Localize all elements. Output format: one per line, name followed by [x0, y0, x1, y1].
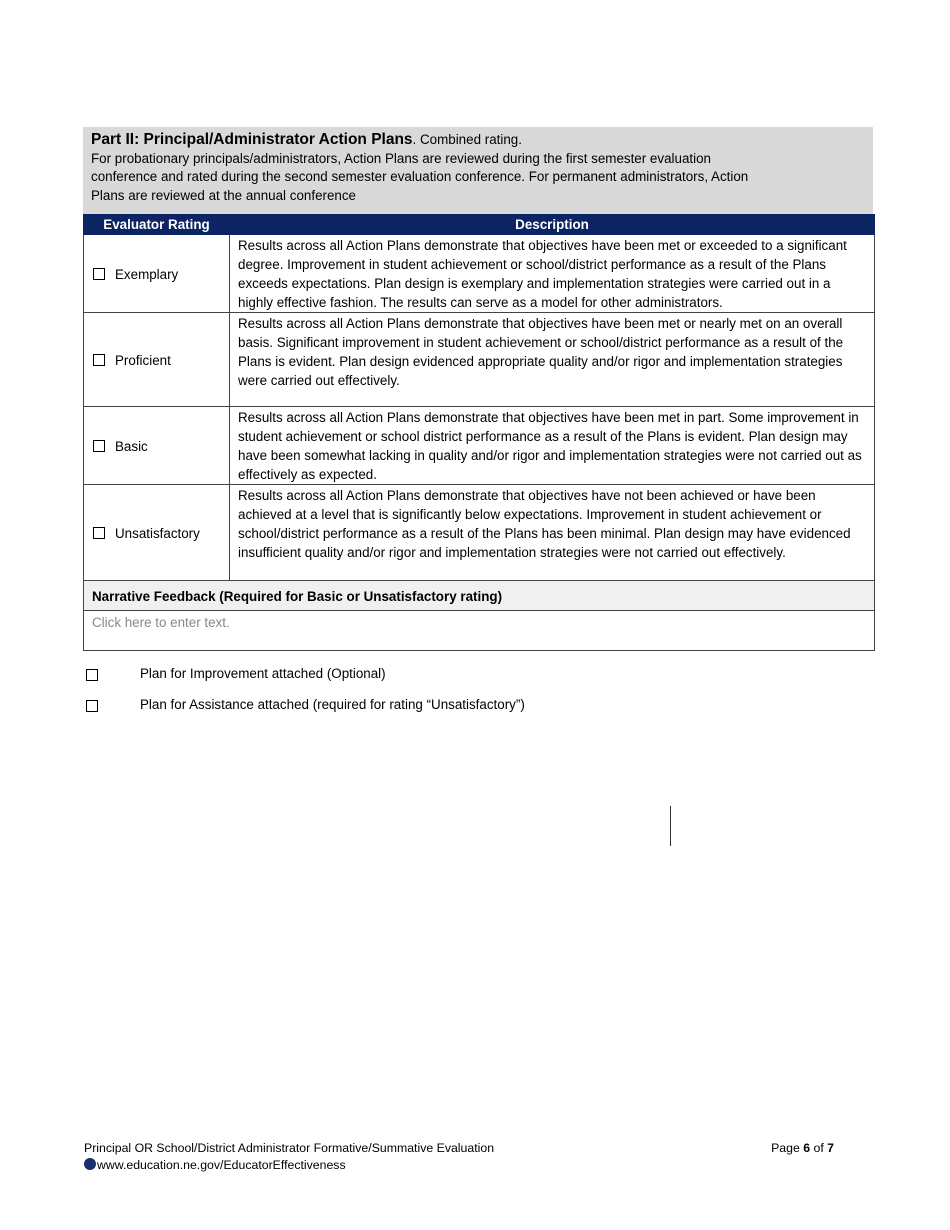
- narrative-input-row: [84, 611, 875, 651]
- rating-option[interactable]: [84, 407, 230, 485]
- basic-checkbox[interactable]: [93, 440, 105, 452]
- part-title: Part II: Principal/Administrator Action Plans: [91, 131, 413, 148]
- rating-table: [83, 214, 875, 651]
- improvement-plan-option[interactable]: [86, 666, 386, 683]
- assistance-plan-label: Plan for Assistance attached (required for rating “Unsatisfactory”): [140, 697, 525, 712]
- rating-label: Basic: [115, 438, 148, 454]
- improvement-plan-label: Plan for Improvement attached (Optional): [140, 666, 386, 681]
- part-description-line: For probationary principals/administrators, Action Plans are reviewed during the first semester evaluation: [91, 150, 711, 166]
- footer-url-line: [84, 1157, 834, 1174]
- rating-row-unsatisfactory: [84, 485, 875, 581]
- page-current: 6: [803, 1141, 811, 1155]
- part-subtitle: . Combined rating.: [412, 132, 522, 147]
- text-cursor: [670, 806, 671, 846]
- column-header-description: Description: [230, 215, 875, 235]
- page-number: [771, 1140, 834, 1157]
- proficient-checkbox[interactable]: [93, 354, 105, 366]
- part-header: [83, 127, 873, 214]
- narrative-label: Narrative Feedback (Required for Basic or Unsatisfactory rating): [84, 581, 875, 611]
- footer-title: Principal OR School/District Administrator Formative/Summative Evaluation: [84, 1141, 495, 1155]
- narrative-header-row: [84, 581, 875, 611]
- rating-row-proficient: [84, 313, 875, 407]
- rating-option[interactable]: [84, 313, 230, 407]
- rating-label: Unsatisfactory: [115, 525, 200, 541]
- rating-description: Results across all Action Plans demonstrate that objectives have been met or exceeded to a significant degree. Improvement in student achievement or school/district performance as a result of the Plans exceeds expectations. Plan design is exemplary and implementation strategies were carried out in a highly effective fashion. The results can serve as a model for other administrators.: [230, 235, 875, 313]
- globe-icon: [84, 1158, 96, 1170]
- rating-description: Results across all Action Plans demonstrate that objectives have been met or nearly met on an overall basis. Significant improvement in student achievement or school/district performance as a result of the Plans is evident. Plan design evidenced appropriate quality and/or rigor and implementation strategies were carried out effectively.: [230, 313, 875, 407]
- footer-url[interactable]: www.education.ne.gov/EducatorEffectiveness: [97, 1157, 346, 1172]
- rating-row-exemplary: [84, 235, 875, 313]
- assistance-plan-option[interactable]: [86, 697, 525, 714]
- part-title-line: [91, 131, 865, 150]
- part-description-line: Plans are reviewed at the annual conference: [91, 187, 357, 203]
- unsatisfactory-checkbox[interactable]: [93, 527, 105, 539]
- narrative-input[interactable]: Click here to enter text.: [84, 611, 875, 651]
- table-header-row: [84, 215, 875, 235]
- rating-label: Proficient: [115, 352, 171, 368]
- rating-row-basic: [84, 407, 875, 485]
- rating-option[interactable]: [84, 485, 230, 581]
- page-footer: [84, 1140, 834, 1173]
- page-prefix: Page: [771, 1141, 804, 1155]
- part-description-line: conference and rated during the second semester evaluation conference. For permanent administrators, Action: [91, 169, 749, 185]
- rating-label: Exemplary: [115, 266, 179, 282]
- column-header-rating: Evaluator Rating: [84, 215, 230, 235]
- rating-description: Results across all Action Plans demonstrate that objectives have not been achieved or have been achieved at a level that is significantly below expectations. Improvement in student achievement or school/district performance as a result of the Plans has been minimal. Plan design may have evidenced insufficient quality and/or rigor and implementation strategies were not carried out effectively.: [230, 485, 875, 581]
- assistance-plan-checkbox[interactable]: [86, 700, 98, 712]
- exemplary-checkbox[interactable]: [93, 268, 105, 280]
- page-of: of: [810, 1141, 828, 1155]
- rating-description: Results across all Action Plans demonstrate that objectives have been met in part. Some improvement in student achievement or school district performance as a result of the Plans is evident. Plan design may have been somewhat lacking in quality and/or rigor and implementation strategies were not carried out as effectively as expected.: [230, 407, 875, 485]
- page-total: 7: [827, 1141, 834, 1155]
- rating-option[interactable]: [84, 235, 230, 313]
- improvement-plan-checkbox[interactable]: [86, 669, 98, 681]
